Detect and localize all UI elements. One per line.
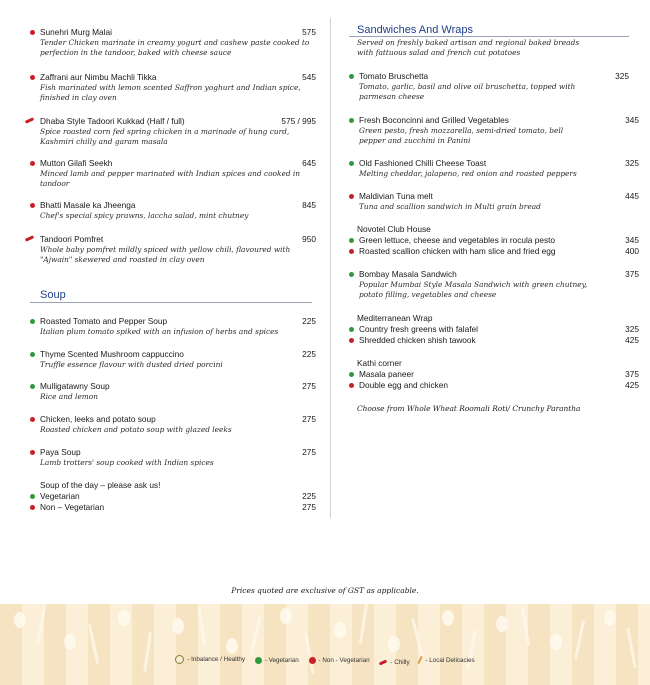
nonveg-icon: [30, 161, 35, 166]
item-desc: Tuna and scallion sandwich in Multi grain bread: [359, 202, 541, 211]
item-price: 375: [625, 369, 639, 379]
item-price: 545: [302, 72, 316, 82]
column-divider: [330, 18, 331, 518]
chilli-icon: [25, 235, 34, 242]
legend-item: [419, 656, 474, 664]
kathi-note: Choose from Whole Wheat Roomali Roti/ Crunchy Parantha: [357, 404, 581, 413]
menu-item: [30, 502, 316, 513]
nonveg-icon: [30, 75, 35, 80]
item-price: 950: [302, 234, 316, 244]
item-desc: Rice and lemon: [40, 392, 98, 401]
item-price: 400: [625, 246, 639, 256]
item-name: Non – Vegetarian: [40, 502, 105, 512]
veg-icon: [30, 494, 35, 499]
menu-item: [30, 72, 316, 103]
nonveg-icon: [349, 194, 354, 199]
veg-icon: [349, 118, 354, 123]
chilli-icon: [379, 659, 388, 665]
menu-item: [349, 380, 639, 391]
legend-label: - Non - Vegetarian: [318, 657, 370, 664]
item-price: 275: [302, 381, 316, 391]
veg-icon: [30, 384, 35, 389]
item-desc: Truffle essence flavour with dusted dried porcini: [40, 360, 223, 369]
item-price: 225: [302, 316, 316, 326]
menu-item: [30, 234, 316, 265]
item-price: 575 / 995: [281, 116, 316, 126]
item-price: 845: [302, 200, 316, 210]
legend-label: - Vegetarian: [264, 657, 299, 664]
menu-item: [30, 414, 316, 435]
item-desc: Italian plum tomato spiked with an infusion of herbs and spices: [40, 327, 279, 336]
kathi-title: Kathi corner: [357, 358, 402, 368]
item-desc: Melting cheddar, jalapeno, red onion and roasted peppers: [359, 169, 577, 178]
nonveg-icon: [30, 450, 35, 455]
item-name: Country fresh greens with falafel: [359, 324, 478, 334]
item-price: 575: [302, 27, 316, 37]
spoon-icon: [226, 638, 238, 654]
item-desc: Green pesto, fresh mozzarella, semi-dried tomato, bell pepper and zucchini in Panini: [359, 126, 564, 145]
menu-item: [30, 447, 316, 468]
menu-item: [349, 335, 639, 346]
menu-item: [30, 27, 316, 58]
nonveg-icon: [349, 249, 354, 254]
item-name: Roasted scallion chicken with ham slice and fried egg: [359, 246, 556, 256]
spoon-icon: [14, 612, 26, 628]
local-delicacy-icon: [418, 656, 423, 664]
item-desc: Tomato, garlic, basil and olive oil bruschetta, topped with parmesan cheese: [359, 82, 576, 101]
veg-icon: [30, 319, 35, 324]
spoon-icon: [496, 616, 508, 632]
menu-item: [349, 246, 639, 257]
menu-item: [30, 381, 316, 402]
fork-icon: [249, 616, 262, 656]
nonveg-icon: [30, 417, 35, 422]
item-name: Zaffrani aur Nimbu Machli Tikka: [40, 72, 157, 82]
veg-icon: [30, 352, 35, 357]
fork-icon: [143, 632, 152, 672]
menu-item: [30, 116, 316, 147]
spoon-icon: [172, 618, 184, 634]
item-price: 275: [302, 502, 316, 512]
item-name: Maldivian Tuna melt: [359, 191, 433, 201]
item-price: 375: [625, 269, 639, 279]
item-price: 445: [625, 191, 639, 201]
menu-item: [349, 235, 639, 246]
knife-icon: [521, 606, 530, 646]
item-desc: Minced lamb and pepper marinated with Indian spices and cooked in tandoor: [40, 169, 301, 188]
item-desc: Whole baby pomfret mildly spiced with yellow chili, flavoured with "Ajwain" skewered and roasted in clay oven: [40, 245, 291, 264]
legend-label: - Local Delicacies: [425, 656, 475, 664]
item-price: 325: [615, 71, 629, 81]
item-name: Double egg and chicken: [359, 380, 449, 390]
item-price: 345: [625, 115, 639, 125]
spoon-icon: [550, 634, 562, 650]
menu-item: [349, 115, 639, 146]
veg-icon: [349, 272, 354, 277]
menu-item: [349, 158, 639, 179]
legend-item: [175, 655, 245, 664]
nonveg-icon: [349, 383, 354, 388]
spoon-icon: [334, 622, 346, 638]
knife-icon: [305, 634, 315, 674]
club-house-title: Novotel Club House: [357, 224, 431, 234]
veg-icon: [349, 161, 354, 166]
menu-item: [30, 491, 316, 502]
inbalance-icon: [175, 655, 184, 664]
item-name: Dhaba Style Tadoori Kukkad (Half / full): [40, 116, 185, 126]
legend-item: [379, 659, 409, 666]
item-desc: Spice roasted corn fed spring chicken in a marinade of hung curd, Kashmiri chilly and garam masala: [40, 127, 290, 146]
legend-label: - Inbalance / Healthy: [187, 656, 246, 663]
item-name: Mulligatawny Soup: [40, 381, 110, 391]
menu-item: [349, 191, 639, 212]
spoon-icon: [388, 636, 400, 652]
knife-icon: [411, 618, 424, 658]
item-desc: Fish marinated with lemon scented Saffron yoghurt and Indian spice, finished in clay oven: [40, 83, 301, 102]
menu-item: [349, 324, 639, 335]
nonveg-icon: [309, 657, 316, 664]
soup-of-day-title: Soup of the day – please ask us!: [40, 480, 161, 490]
spoon-icon: [280, 608, 292, 624]
spoon-icon: [604, 610, 616, 626]
menu-item: [349, 71, 629, 102]
item-desc: Tender Chicken marinate in creamy yogurt and cashew paste cooked to perfection in the tandoor, baked with cheese sauce: [40, 38, 310, 57]
item-desc: Roasted chicken and potato soup with glazed leeks: [40, 425, 232, 434]
item-name: Tandoori Pomfret: [40, 234, 104, 244]
menu-item: [349, 369, 639, 380]
legend-item: [255, 657, 299, 664]
menu-item: [30, 158, 316, 189]
item-name: Roasted Tomato and Pepper Soup: [40, 316, 168, 326]
item-price: 425: [625, 380, 639, 390]
item-name: Shredded chicken shish tawook: [359, 335, 476, 345]
nonveg-icon: [30, 505, 35, 510]
item-price: 225: [302, 349, 316, 359]
item-price: 225: [302, 491, 316, 501]
section-heading-sandwiches: Sandwiches And Wraps: [357, 24, 473, 36]
item-name: Bombay Masala Sandwich: [359, 269, 457, 279]
menu-item: [349, 269, 639, 300]
veg-icon: [349, 327, 354, 332]
chilli-icon: [25, 117, 34, 124]
item-price: 345: [625, 235, 639, 245]
section-divider: [349, 36, 629, 37]
legend-label: - Chilly: [390, 659, 410, 666]
item-name: Green lettuce, cheese and vegetables in rocula pesto: [359, 235, 556, 245]
item-price: 645: [302, 158, 316, 168]
nonveg-icon: [349, 338, 354, 343]
knife-icon: [197, 606, 206, 646]
item-name: Chicken, leeks and potato soup: [40, 414, 156, 424]
item-desc: Popular Mumbai Style Masala Sandwich with green chutney, potato filling, vegetables and cheese: [359, 280, 588, 299]
item-price: 325: [625, 324, 639, 334]
item-name: Thyme Scented Mushroom cappuccino: [40, 349, 184, 359]
item-name: Paya Soup: [40, 447, 81, 457]
section-intro: Served on freshly baked artisan and regional baked breads with fattuous salad and french cut potatoes: [357, 38, 580, 57]
item-name: Mutton Gilafi Seekh: [40, 158, 113, 168]
legend-item: [309, 657, 370, 664]
veg-icon: [349, 372, 354, 377]
veg-icon: [349, 238, 354, 243]
item-name: Tomato Bruschetta: [359, 71, 429, 81]
section-divider: [30, 302, 312, 303]
menu-item: [30, 316, 316, 337]
item-price: 275: [302, 447, 316, 457]
wrap-title: Mediterranean Wrap: [357, 313, 433, 323]
veg-icon: [349, 74, 354, 79]
menu-item: [30, 349, 316, 370]
decorative-cutlery-band: [0, 604, 650, 685]
fork-icon: [574, 620, 585, 660]
item-name: Sunehri Murg Malai: [40, 27, 112, 37]
item-name: Bhatti Masale ka Jheenga: [40, 200, 136, 210]
item-price: 325: [625, 158, 639, 168]
legend: [0, 655, 650, 666]
menu-item: [30, 200, 316, 221]
veg-icon: [255, 657, 262, 664]
fork-icon: [359, 604, 368, 644]
item-name: Masala paneer: [359, 369, 414, 379]
spoon-icon: [118, 610, 130, 626]
item-name: Fresh Boconcinni and Grilled Vegetables: [359, 115, 509, 125]
spoon-icon: [442, 610, 454, 626]
item-name: Vegetarian: [40, 491, 80, 501]
nonveg-icon: [30, 203, 35, 208]
item-price: 425: [625, 335, 639, 345]
item-price: 275: [302, 414, 316, 424]
spoon-icon: [64, 634, 76, 650]
item-desc: Lamb trotters' soup cooked with Indian spices: [40, 458, 214, 467]
item-desc: Chef's special spicy prawns, laccha salad, mint chutney: [40, 211, 249, 220]
section-heading-soup: Soup: [40, 289, 66, 301]
item-name: Old Fashioned Chilli Cheese Toast: [359, 158, 487, 168]
gst-note: Prices quoted are exclusive of GST as applicable.: [231, 586, 419, 595]
fork-icon: [37, 604, 47, 644]
nonveg-icon: [30, 30, 35, 35]
